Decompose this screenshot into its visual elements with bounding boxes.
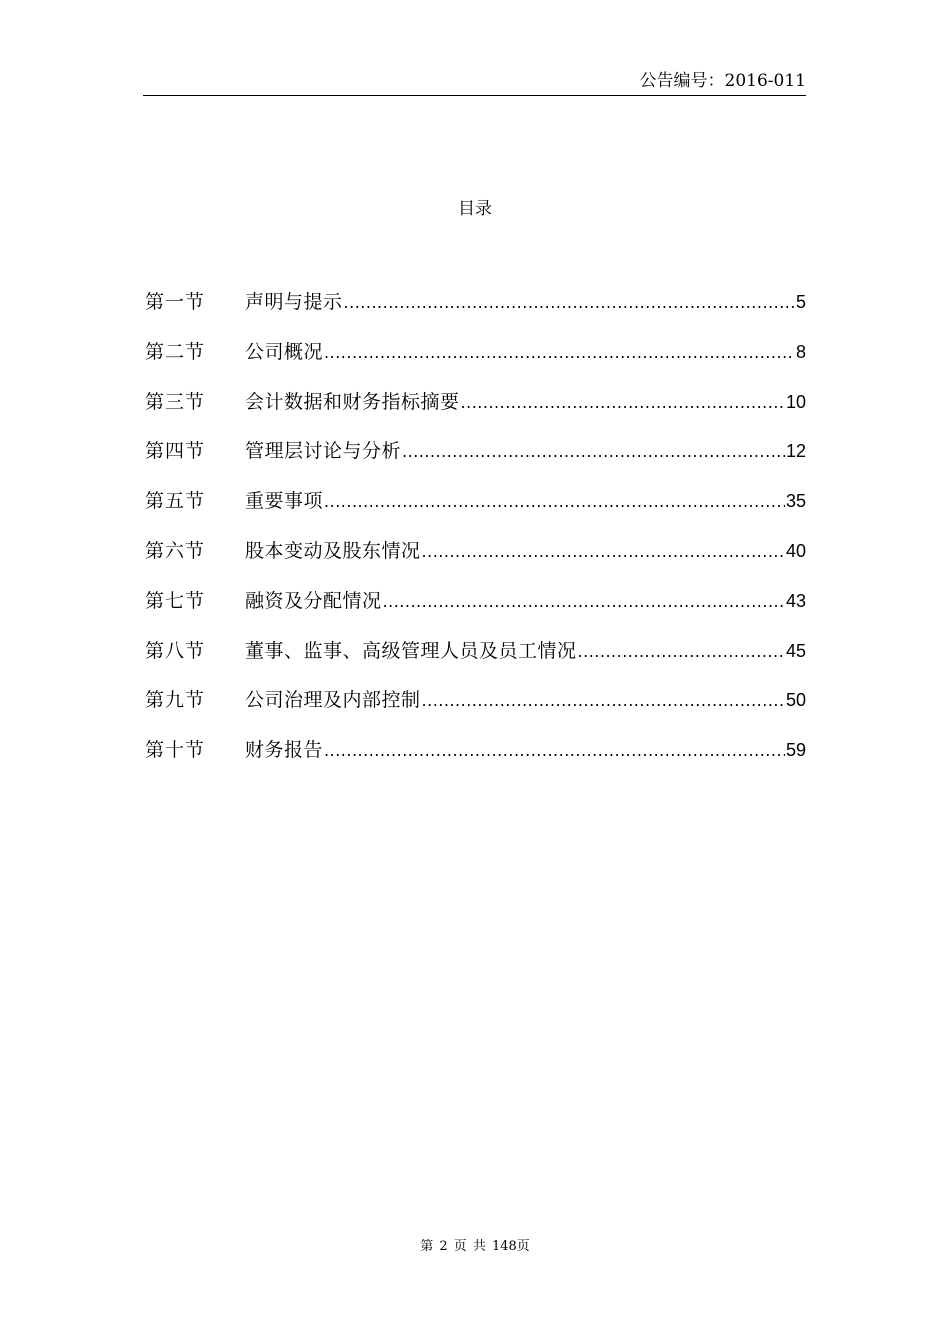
- toc-section-title: 融资及分配情况: [245, 589, 382, 612]
- toc-page-number: 59: [785, 740, 806, 761]
- toc-section-number: 第六节: [145, 539, 206, 562]
- toc-dot-leader: [324, 338, 795, 368]
- toc-page-number: 5: [795, 292, 806, 312]
- toc-entry[interactable]: [145, 387, 806, 437]
- toc-section-number: 第二节: [145, 340, 206, 363]
- toc-page-number: 50: [785, 690, 806, 711]
- toc-entry[interactable]: [145, 486, 806, 536]
- page-footer: 第 2 页 共 148页: [420, 1239, 530, 1254]
- toc-section-number: 第五节: [145, 490, 206, 513]
- toc-dot-leader: [461, 388, 785, 418]
- toc-entry[interactable]: [145, 685, 806, 735]
- toc-section-number: 第一节: [145, 291, 206, 313]
- toc-entry[interactable]: [145, 636, 806, 686]
- toc-section-number: 第八节: [145, 639, 206, 662]
- toc-page-number: 35: [785, 491, 806, 512]
- toc-dot-leader: [422, 686, 785, 716]
- toc-dot-leader: [422, 537, 785, 567]
- toc-section-title: 公司治理及内部控制: [245, 689, 421, 712]
- toc-section-number: 第十节: [145, 739, 206, 762]
- table-of-contents: [145, 287, 806, 785]
- toc-page-number: 12: [785, 441, 806, 462]
- toc-section-title: 股本变动及股东情况: [245, 539, 421, 562]
- toc-section-number: 第四节: [145, 440, 206, 463]
- toc-section-title: 公司概况: [245, 340, 324, 363]
- toc-entry[interactable]: [145, 586, 806, 636]
- toc-page-number: 40: [785, 540, 806, 561]
- toc-section-title: 会计数据和财务指标摘要: [245, 390, 460, 413]
- toc-section-number: 第三节: [145, 390, 206, 413]
- toc-entry[interactable]: [145, 337, 806, 387]
- toc-entry[interactable]: [145, 287, 806, 337]
- toc-section-title: 财务报告: [245, 739, 324, 762]
- toc-dot-leader: [324, 736, 785, 766]
- toc-dot-leader: [344, 288, 795, 318]
- toc-page-number: 10: [785, 391, 806, 412]
- toc-entry[interactable]: [145, 735, 806, 785]
- toc-page-number: 8: [795, 341, 806, 362]
- toc-section-title: 董事、监事、高级管理人员及员工情况: [245, 639, 577, 662]
- toc-dot-leader: [383, 587, 785, 617]
- toc-title: 目录: [458, 199, 492, 219]
- toc-page-number: 43: [785, 590, 806, 611]
- page-header: [143, 68, 806, 96]
- announcement-number: 公告编号：2016-011: [639, 71, 806, 91]
- toc-section-number: 第七节: [145, 589, 206, 612]
- toc-entry[interactable]: [145, 536, 806, 586]
- toc-section-title: 重要事项: [245, 490, 324, 513]
- toc-dot-leader: [578, 637, 785, 667]
- toc-entry[interactable]: [145, 436, 806, 486]
- toc-section-title: 管理层讨论与分析: [245, 440, 402, 463]
- toc-section-title: 声明与提示: [245, 291, 343, 313]
- toc-section-number: 第九节: [145, 689, 206, 712]
- toc-dot-leader: [324, 487, 785, 517]
- toc-dot-leader: [402, 437, 785, 467]
- toc-page-number: 45: [785, 640, 806, 661]
